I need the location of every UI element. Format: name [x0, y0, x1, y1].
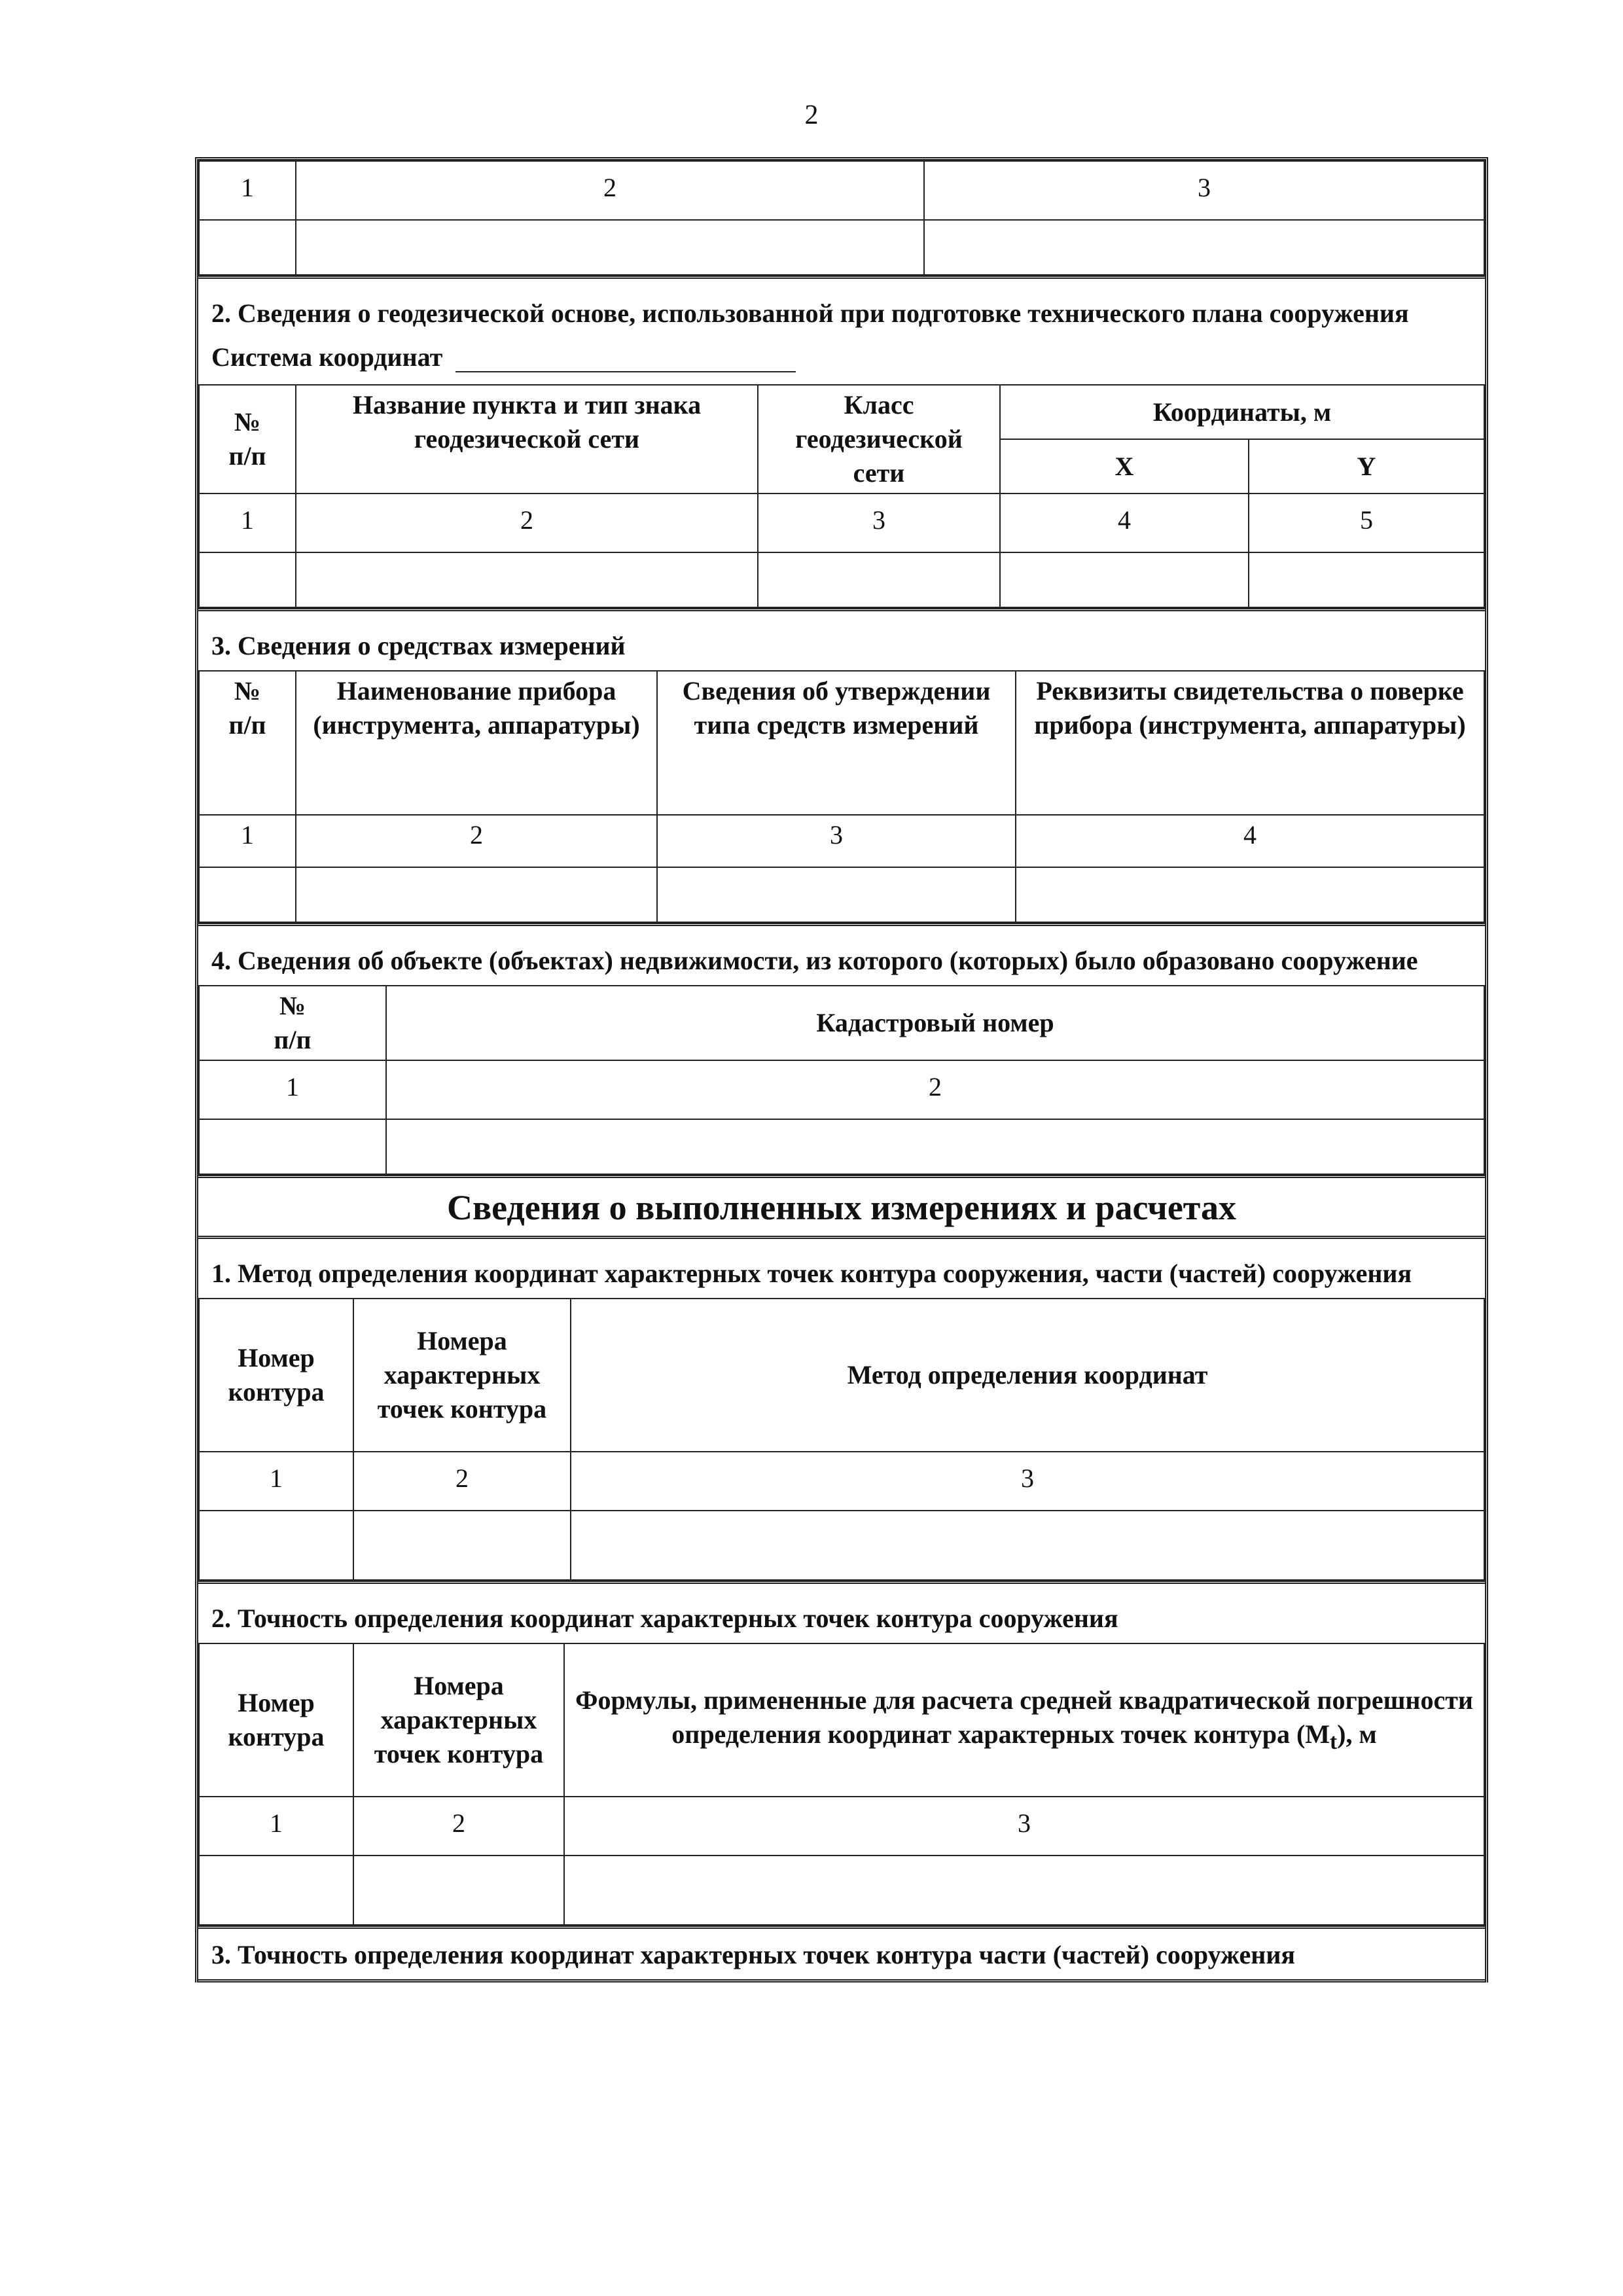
column-number: 2 [386, 1060, 1484, 1119]
empty-cell[interactable] [353, 1511, 571, 1580]
empty-cell[interactable] [296, 220, 924, 275]
header-num: № п/п [199, 385, 296, 493]
section-accuracy-parts-title: 3. Точность определения координат характерных точек контура части (частей) сооружения [198, 1929, 1485, 1982]
header-row [199, 1299, 1484, 1452]
column-number: 1 [199, 493, 296, 552]
empty-row [199, 1119, 1484, 1174]
header-method: Метод определения координат [571, 1299, 1484, 1452]
header-point-numbers: Номера характерных точек контура [353, 1643, 564, 1797]
column-number: 3 [564, 1797, 1484, 1856]
empty-cell[interactable] [564, 1856, 1484, 1925]
section-title: 2. Точность определения координат характерных точек контура сооружения [211, 1604, 1118, 1633]
coordinate-system-line [198, 338, 1485, 384]
empty-row [199, 1856, 1484, 1925]
empty-cell[interactable] [296, 552, 758, 607]
empty-cell[interactable] [571, 1511, 1484, 1580]
section-instruments [198, 611, 1485, 926]
section-geodetic-basis [198, 279, 1485, 611]
header-contour-number: Номер контура [199, 1299, 353, 1452]
empty-cell[interactable] [199, 867, 296, 922]
header-formulas [564, 1643, 1484, 1797]
header-x: X [1000, 439, 1249, 493]
empty-cell[interactable] [199, 220, 296, 275]
formulas-unit: ), м [1337, 1719, 1377, 1749]
column-number: 3 [571, 1452, 1484, 1511]
empty-cell[interactable] [924, 220, 1484, 275]
header-contour-number: Номер контура [199, 1643, 353, 1797]
header-network-class: Класс геодезической сети [758, 385, 1000, 493]
empty-cell[interactable] [657, 867, 1016, 922]
section-title: 3. Сведения о средствах измерений [211, 631, 626, 660]
header-num: № п/п [199, 986, 386, 1060]
empty-row [199, 867, 1484, 922]
empty-cell[interactable] [296, 867, 657, 922]
column-number: 3 [657, 815, 1016, 867]
page-number: 2 [804, 100, 819, 130]
header-coordinates: Координаты, м [1000, 385, 1484, 439]
header-row [199, 1643, 1484, 1797]
empty-cell[interactable] [199, 1856, 353, 1925]
source-objects-table [198, 985, 1485, 1175]
header-point-numbers: Номера характерных точек контура [353, 1299, 571, 1452]
column-number-row [199, 815, 1484, 867]
column-number-row [199, 161, 1484, 220]
column-number: 3 [924, 161, 1484, 220]
column-number: 2 [296, 493, 758, 552]
empty-cell[interactable] [386, 1119, 1484, 1174]
column-number: 5 [1249, 493, 1484, 552]
header-point-name: Название пункта и тип знака геодезической сети [296, 385, 758, 493]
instruments-table [198, 670, 1485, 923]
column-number: 1 [199, 161, 296, 220]
column-number: 2 [353, 1452, 571, 1511]
column-number: 1 [199, 1452, 353, 1511]
empty-row [199, 1511, 1484, 1580]
column-number: 2 [296, 161, 924, 220]
empty-cell[interactable] [1016, 867, 1484, 922]
header-certificate: Реквизиты свидетельства о поверке прибора (инструмента, аппаратуры) [1016, 671, 1484, 815]
column-number: 2 [353, 1797, 564, 1856]
empty-row [199, 220, 1484, 275]
form-sheet [195, 157, 1488, 1982]
empty-cell[interactable] [758, 552, 1000, 607]
coordinate-system-label: Система координат [211, 342, 443, 372]
header-device: Наименование прибора (инструмента, аппаратуры) [296, 671, 657, 815]
measurements-heading: Сведения о выполненных измерениях и расчетах [198, 1178, 1485, 1239]
formulas-text: Формулы, примененные для расчета средней квадратической погрешности определения координат характерных точек контура (M [575, 1685, 1473, 1749]
header-row [199, 986, 1484, 1060]
column-number-row [199, 493, 1484, 552]
column-number: 1 [199, 1060, 386, 1119]
section-title: 1. Метод определения координат характерных точек контура сооружения, части (частей) сооружения [211, 1259, 1412, 1288]
empty-cell[interactable] [199, 1119, 386, 1174]
column-number-row [199, 1797, 1484, 1856]
top-table [198, 160, 1485, 276]
section-title: 2. Сведения о геодезической основе, использованной при подготовке технического плана сооружения [211, 298, 1409, 328]
column-number: 4 [1000, 493, 1249, 552]
section-title: 4. Сведения об объекте (объектах) недвижимости, из которого (которых) было образовано сооружение [211, 946, 1418, 975]
empty-cell[interactable] [1249, 552, 1484, 607]
header-cadastral-number: Кадастровый номер [386, 986, 1484, 1060]
empty-cell[interactable] [1000, 552, 1249, 607]
empty-cell[interactable] [353, 1856, 564, 1925]
header-row [199, 385, 1484, 439]
column-number: 1 [199, 815, 296, 867]
column-number: 3 [758, 493, 1000, 552]
column-number: 4 [1016, 815, 1484, 867]
section-accuracy-contour [198, 1584, 1485, 1929]
header-num: № п/п [199, 671, 296, 815]
header-approval: Сведения об утверждении типа средств измерений [657, 671, 1016, 815]
top-table-block [198, 160, 1485, 279]
column-number-row [199, 1452, 1484, 1511]
formulas-subscript: t [1330, 1730, 1338, 1755]
section-method [198, 1239, 1485, 1584]
geodetic-table [198, 384, 1485, 608]
empty-row [199, 552, 1484, 607]
column-number: 2 [296, 815, 657, 867]
column-number-row [199, 1060, 1484, 1119]
method-table [198, 1298, 1485, 1581]
empty-cell[interactable] [199, 552, 296, 607]
header-y: Y [1249, 439, 1484, 493]
empty-cell[interactable] [199, 1511, 353, 1580]
coordinate-system-field[interactable] [455, 348, 796, 372]
column-number: 1 [199, 1797, 353, 1856]
accuracy-table [198, 1643, 1485, 1926]
section-source-objects [198, 926, 1485, 1178]
header-row [199, 671, 1484, 815]
